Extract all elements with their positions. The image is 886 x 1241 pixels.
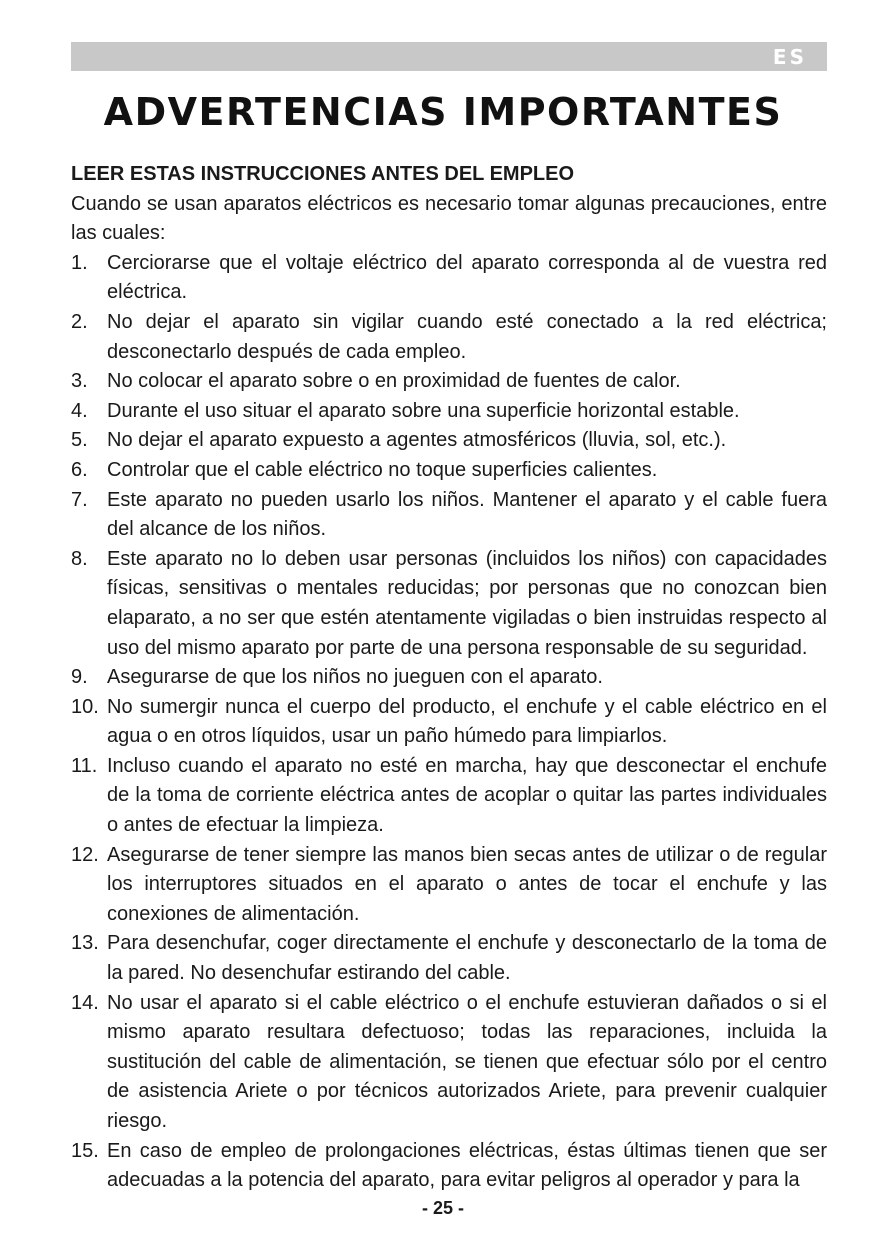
list-item xyxy=(71,367,827,397)
list-item xyxy=(71,545,827,663)
list-item xyxy=(71,308,827,367)
item-number: 13. xyxy=(71,932,99,955)
item-number: 10. xyxy=(71,695,99,718)
page-title: ADVERTENCIAS IMPORTANTES xyxy=(103,90,783,134)
language-bar xyxy=(71,42,827,71)
item-number: 1. xyxy=(71,251,88,274)
list-item xyxy=(71,426,827,456)
item-number: 11. xyxy=(71,754,98,777)
item-text: Asegurarse de tener siempre las manos bien secas antes de utilizar o de regular los interruptores situados en el aparato o antes de tocar el enchufe y las conexiones de alimentación. xyxy=(107,843,827,925)
language-code: ES xyxy=(772,45,807,69)
item-number: 12. xyxy=(71,843,99,866)
item-text: Controlar que el cable eléctrico no toque superficies calientes. xyxy=(107,458,658,481)
intro-paragraph: Cuando se usan aparatos eléctricos es necesario tomar algunas precauciones, entre las cuales: xyxy=(71,192,827,245)
item-text: Durante el uso situar el aparato sobre una superficie horizontal estable. xyxy=(107,399,740,422)
document-body xyxy=(71,160,827,1196)
item-text: No usar el aparato si el cable eléctrico o el enchufe estuvieran dañados o si el mismo aparato resultara defectuoso; todas las reparaciones, incluida la sustitución del cable de alimentación, se tienen que efectuar sólo por el centro de asistencia Ariete o por técnicos autorizados Ariete, para prevenir cualquier riesgo. xyxy=(107,991,827,1132)
section-subtitle: LEER ESTAS INSTRUCCIONES ANTES DEL EMPLEO xyxy=(71,163,575,185)
warning-list xyxy=(71,249,827,1196)
item-text: No sumergir nunca el cuerpo del producto, el enchufe y el cable eléctrico en el agua o en otros líquidos, usar un paño húmedo para limpiarlos. xyxy=(107,695,827,748)
item-number: 6. xyxy=(71,458,88,481)
item-number: 14. xyxy=(71,991,99,1014)
item-text: No dejar el aparato sin vigilar cuando esté conectado a la red eléctrica; desconectarlo después de cada empleo. xyxy=(107,310,827,363)
item-number: 8. xyxy=(71,547,88,570)
item-text: En caso de empleo de prolongaciones eléctricas, éstas últimas tienen que ser adecuadas a la potencia del aparato, para evitar peligros al operador y para la xyxy=(107,1139,827,1192)
list-item xyxy=(71,841,827,930)
list-item xyxy=(71,752,827,841)
item-number: 7. xyxy=(71,488,88,511)
item-text: Incluso cuando el aparato no esté en marcha, hay que desconectar el enchufe de la toma de corriente eléctrica antes de acoplar o quitar las partes individuales o antes de efectuar la limpieza. xyxy=(107,754,827,837)
page-number: - 25 - xyxy=(421,1198,464,1218)
item-number: 9. xyxy=(71,666,88,689)
list-item xyxy=(71,1137,827,1196)
item-number: 3. xyxy=(71,370,88,393)
list-item xyxy=(71,663,827,693)
item-number: 5. xyxy=(71,429,88,452)
item-number: 4. xyxy=(71,399,88,422)
list-item xyxy=(71,693,827,752)
item-number: 15. xyxy=(71,1139,99,1162)
item-text: Asegurarse de que los niños no jueguen con el aparato. xyxy=(107,666,603,689)
item-text: Para desenchufar, coger directamente el enchufe y desconectarlo de la toma de la pared. No desenchufar estirando del cable. xyxy=(107,932,827,985)
list-item xyxy=(71,456,827,486)
list-item xyxy=(71,929,827,988)
list-item xyxy=(71,486,827,545)
item-text: Este aparato no pueden usarlo los niños. Mantener el aparato y el cable fuera del alcance de los niños. xyxy=(107,488,827,541)
item-text: Este aparato no lo deben usar personas (incluidos los niños) con capacidades físicas, sensitivas o mentales reducidas; por personas que no conozcan bien elaparato, a no ser que estén atentamente vigiladas o bien instruidas respecto al uso del mismo aparato por parte de una persona responsable de su seguridad. xyxy=(107,547,827,659)
list-item xyxy=(71,989,827,1137)
item-text: Cerciorarse que el voltaje eléctrico del aparato corresponda al de vuestra red eléctrica. xyxy=(107,251,827,304)
item-number: 2. xyxy=(71,310,88,333)
list-item xyxy=(71,397,827,427)
list-item xyxy=(71,249,827,308)
item-text: No dejar el aparato expuesto a agentes atmosféricos (lluvia, sol, etc.). xyxy=(107,429,727,452)
item-text: No colocar el aparato sobre o en proximidad de fuentes de calor. xyxy=(107,370,681,393)
